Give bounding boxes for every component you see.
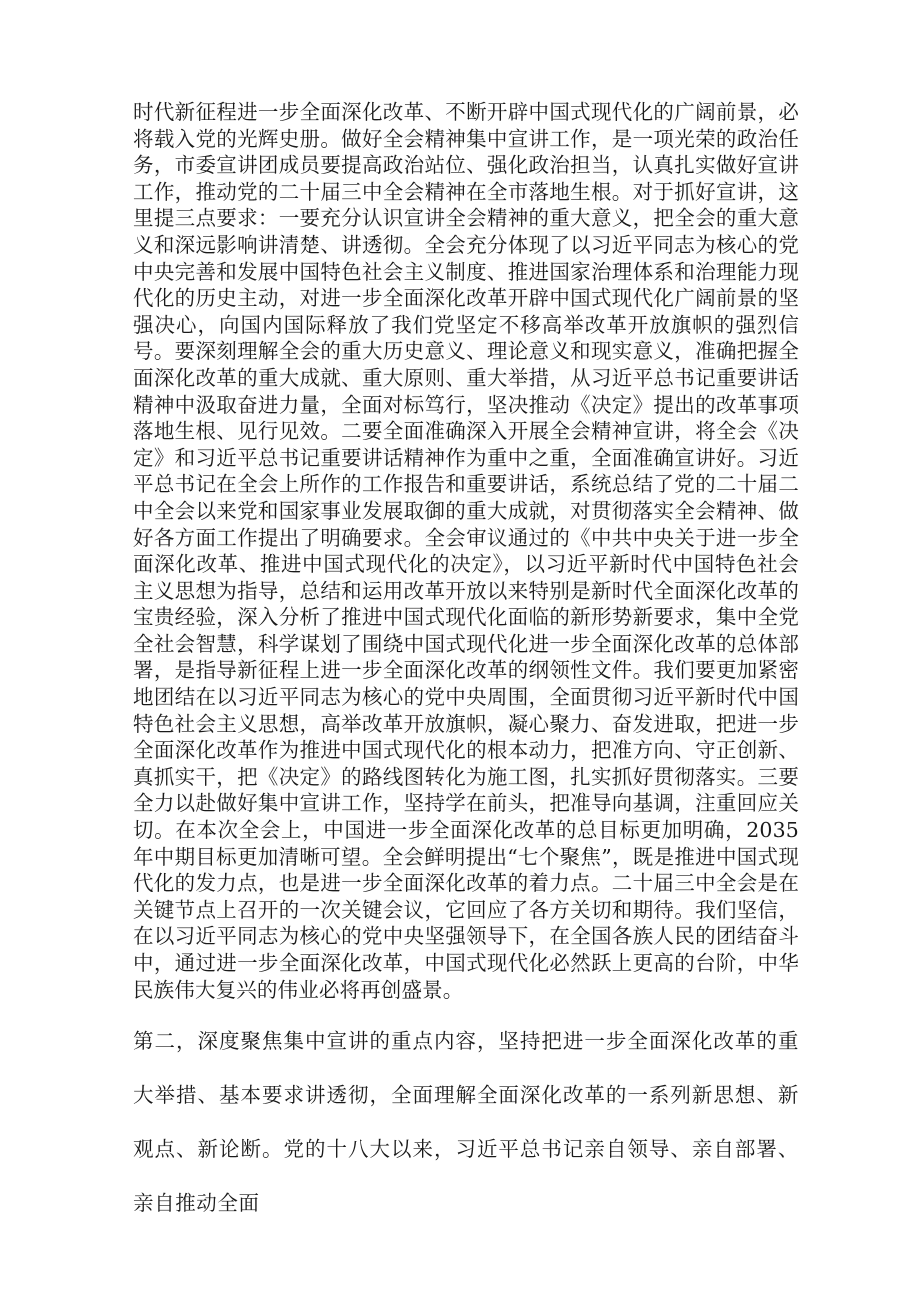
body-paragraph-1: 时代新征程进一步全面深化改革、不断开辟中国式现代化的广阔前景，必将载入党的光辉史册。做好全会精神集中宣讲工作，是一项光荣的政治任务，市委宣讲团成员要提高政治站位、强化政治担当，认真扎实做好宣讲工作，推动党的二十届三中全会精神在全市落地生根。对于抓好宣讲，这里提三点要求：一要充分认识宣讲全会精神的重大意义，把全会的重大意义和深远影响讲清楚、讲透彻。全会充分体现了以习近平同志为核心的党中央完善和发展中国特色社会主义制度、推进国家治理体系和治理能力现代化的历史主动，对进一步全面深化改革开辟中国式现代化广阔前景的坚强决心，向国内国际释放了我们党坚定不移高举改革开放旗帜的强烈信号。要深刻理解全会的重大历史意义、理论意义和现实意义，准确把握全面深化改革的重大成就、重大原则、重大举措，从习近平总书记重要讲话精神中汲取奋进力量，全面对标笃行，坚决推动《决定》提出的改革事项落地生根、见行见效。二要全面准确深入开展全会精神宣讲，将全会《决定》和习近平总书记重要讲话精神作为重中之重，全面准确宣讲好。习近平总书记在全会上所作的工作报告和重要讲话，系统总结了党的二十届二中全会以来党和国家事业发展取御的重大成就，对贯彻落实全会精神、做好各方面工作提出了明确要求。全会审议通过的《中共中央关于进一步全面深化改革、推进中国式现代化的决定》，以习近平新时代中国特色社会主义思想为指导，总结和运用改革开放以来特别是新时代全面深化改革的宝贵经验，深入分析了推进中国式现代化面临的新形势新要求，集中全党全社会智慧，科学谋划了围绕中国式现代化进一步全面深化改革的总体部署，是指导新征程上进一步全面深化改革的纲领性文件。我们要更加紧密地团结在以习近平同志为核心的党中央周围，全面贯彻习近平新时代中国特色社会主义思想，高举改革开放旗帜，凝心聚力、奋发进取，把进一步全面深化改革作为推进中国式现代化的根本动力，把准方向、守正创新、真抓实干，把《决定》的路线图转化为施工图，扎实抓好贯彻落实。三要全力以赴做好集中宣讲工作，坚持学在前头，把准导向基调，注重回应关切。在本次全会上，中国进一步全面深化改革的总目标更加明确，2035年中期目标更加清晰可望。全会鲜明提出“七个聚焦”，既是推进中国式现代化的发力点，也是进一步全面深化改革的着力点。二十届三中全会是在关键节点上召开的一次关键会议，它回应了各方关切和期待。我们坚信，在以习近平同志为核心的党中央坚强领导下，在全国各族人民的团结奋斗中，通过进一步全面深化改革，中国式现代化必然跃上更高的台阶，中华民族伟大复兴的伟业必将再创盛景。 [133, 100, 799, 1002]
body-paragraph-2: 第二，深度聚焦集中宣讲的重点内容，坚持把进一步全面深化改革的重大举措、基本要求讲透彻，全面理解全面深化改革的一系列新思想、新观点、新论断。党的十八大以来，习近平总书记亲自领导、亲自部署、亲自推动全面 [133, 1029, 799, 1215]
